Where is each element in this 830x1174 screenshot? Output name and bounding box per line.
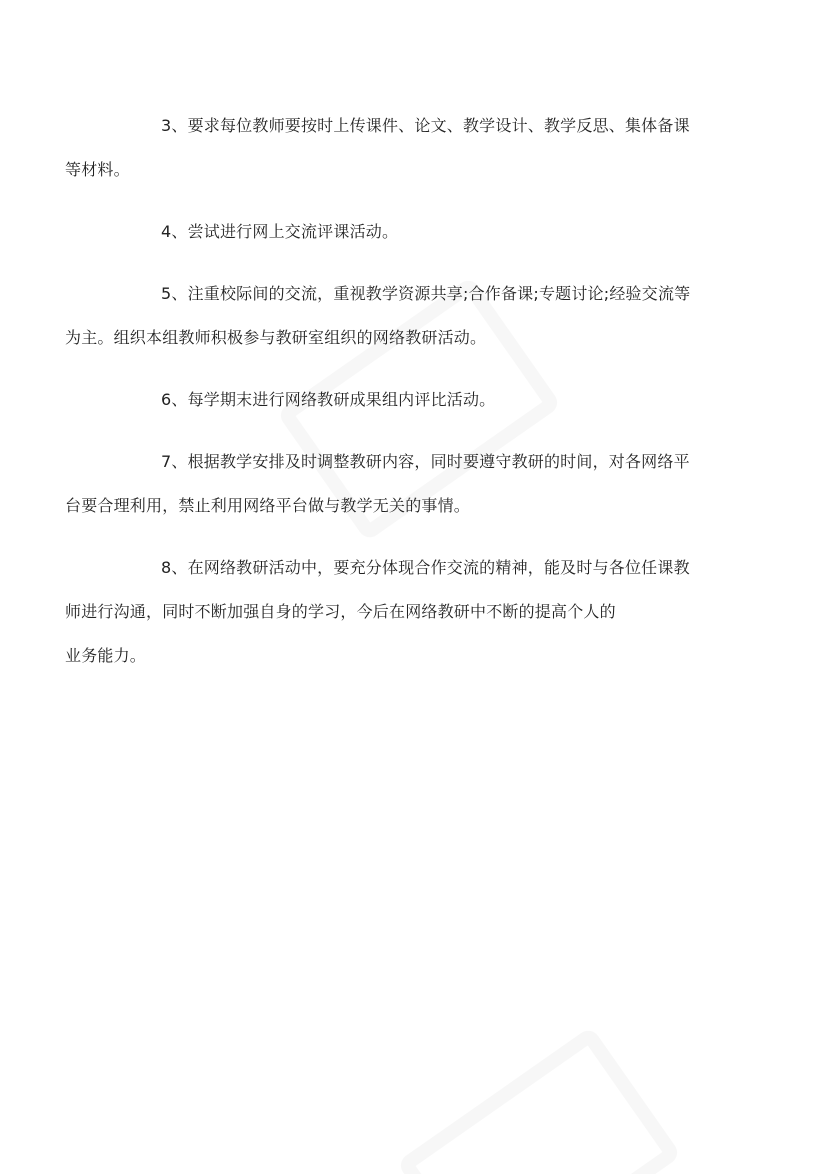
paragraph-item-6 — [113, 378, 718, 422]
paragraph-line: 为主。组织本组教师积极参与教研室组织的网络教研活动。 — [65, 328, 487, 347]
paragraph-line: 等材料。 — [65, 160, 130, 179]
paragraph-line: 台要合理利用，禁止利用网络平台做与教学无关的事情。 — [65, 496, 471, 515]
paragraph-line: 业务能力。 — [65, 646, 147, 665]
watermark-shape-lower — [396, 1026, 682, 1174]
paragraph-item-7 — [65, 440, 718, 528]
paragraph-line: 师进行沟通，同时不断加强自身的学习，今后在网络教研中不断的提高个人的 — [65, 602, 616, 621]
paragraph-item-5 — [65, 272, 718, 360]
paragraph-item-3 — [65, 104, 718, 192]
paragraph-line: 5、注重校际间的交流，重视教学资源共享;合作备课;专题讨论;经验交流等 — [161, 284, 691, 303]
paragraph-line: 3、要求每位教师要按时上传课件、论文、教学设计、教学反思、集体备课 — [161, 116, 690, 135]
paragraph-line: 7、根据教学安排及时调整教研内容，同时要遵守教研的时间，对各网络平 — [161, 452, 690, 471]
paragraph-line: 4、尝试进行网上交流评课活动。 — [161, 222, 399, 241]
paragraph-line: 8、在网络教研活动中，要充分体现合作交流的精神，能及时与各位任课教 — [161, 558, 690, 577]
document-body — [65, 104, 718, 696]
paragraph-item-4 — [113, 210, 718, 254]
paragraph-line: 6、每学期末进行网络教研成果组内评比活动。 — [161, 390, 496, 409]
paragraph-item-8 — [65, 546, 718, 678]
